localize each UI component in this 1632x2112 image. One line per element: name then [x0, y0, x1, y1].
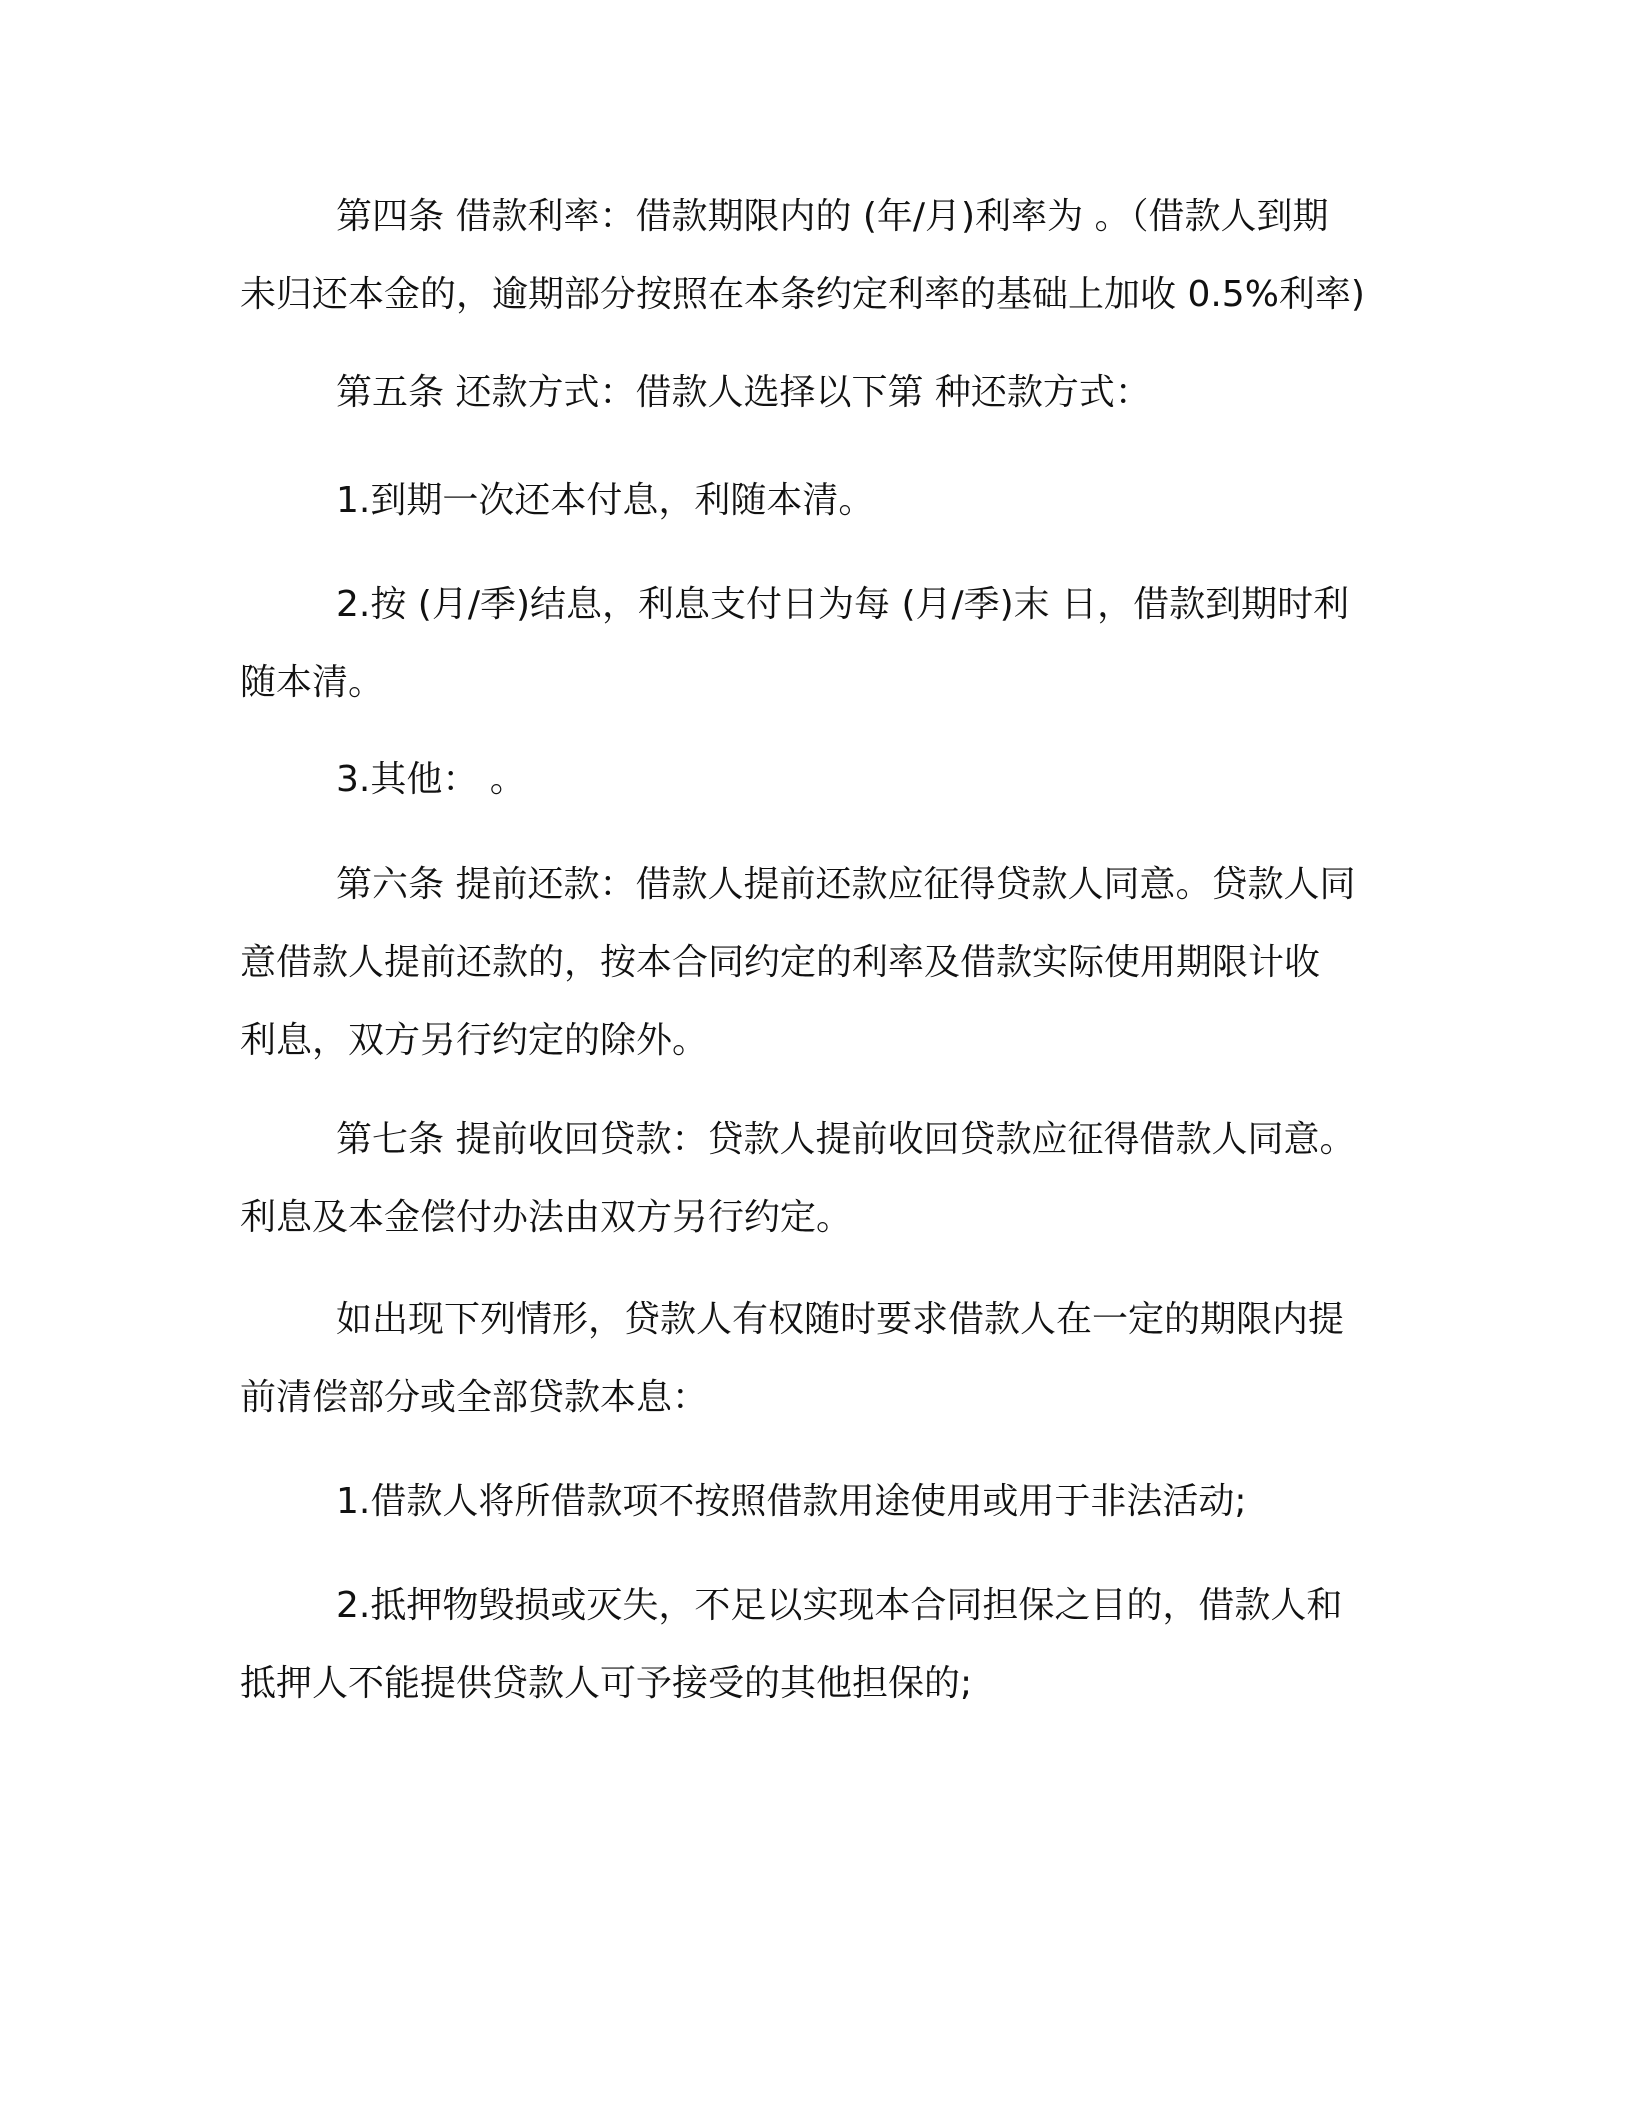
paragraph-line: 意借款人提前还款的，按本合同约定的利率及借款实际使用期限计收 [240, 942, 1321, 983]
paragraph-line: 未归还本金的，逾期部分按照在本条约定利率的基础上加收 0.5%利率) [240, 274, 1365, 315]
paragraph-repayment-option-2 [240, 566, 1390, 722]
paragraph-repayment-option-3 [240, 741, 1390, 819]
paragraph-article-4-interest-rate [240, 178, 1390, 334]
paragraph-article-6-early-repayment [240, 846, 1390, 1080]
paragraph-line: 前清偿部分或全部贷款本息： [240, 1377, 709, 1418]
paragraph-recall-condition-1 [240, 1463, 1390, 1541]
paragraph-recall-conditions-intro [240, 1281, 1390, 1437]
paragraph-recall-condition-2 [240, 1567, 1390, 1723]
paragraph-line: 3.其他： 。 [336, 759, 526, 800]
paragraph-line: 2.抵押物毁损或灭失，不足以实现本合同担保之目的，借款人和 [336, 1585, 1343, 1626]
paragraph-line: 第七条 提前收回贷款：贷款人提前收回贷款应征得借款人同意。 [336, 1119, 1356, 1160]
paragraph-line: 第五条 还款方式：借款人选择以下第 种还款方式： [336, 372, 1151, 413]
paragraph-line: 第四条 借款利率：借款期限内的 (年/月)利率为 。（借款人到期 [336, 196, 1329, 237]
paragraph-line: 利息及本金偿付办法由双方另行约定。 [240, 1197, 853, 1238]
paragraph-line: 随本清。 [240, 662, 385, 703]
paragraph-line: 利息，双方另行约定的除外。 [240, 1020, 709, 1061]
paragraph-line: 2.按 (月/季)结息，利息支付日为每 (月/季)末 日，借款到期时利 [336, 584, 1350, 625]
paragraph-repayment-option-1 [240, 462, 1390, 540]
paragraph-line: 如出现下列情形，贷款人有权随时要求借款人在一定的期限内提 [336, 1299, 1345, 1340]
paragraph-line: 第六条 提前还款：借款人提前还款应征得贷款人同意。贷款人同 [336, 864, 1356, 905]
paragraph-article-7-early-recall [240, 1101, 1390, 1257]
paragraph-line: 1.借款人将所借款项不按照借款用途使用或用于非法活动; [336, 1481, 1247, 1522]
paragraph-line: 1.到期一次还本付息，利随本清。 [336, 480, 875, 521]
paragraph-article-5-repayment-method [240, 354, 1390, 432]
paragraph-line: 抵押人不能提供贷款人可予接受的其他担保的; [240, 1663, 973, 1704]
